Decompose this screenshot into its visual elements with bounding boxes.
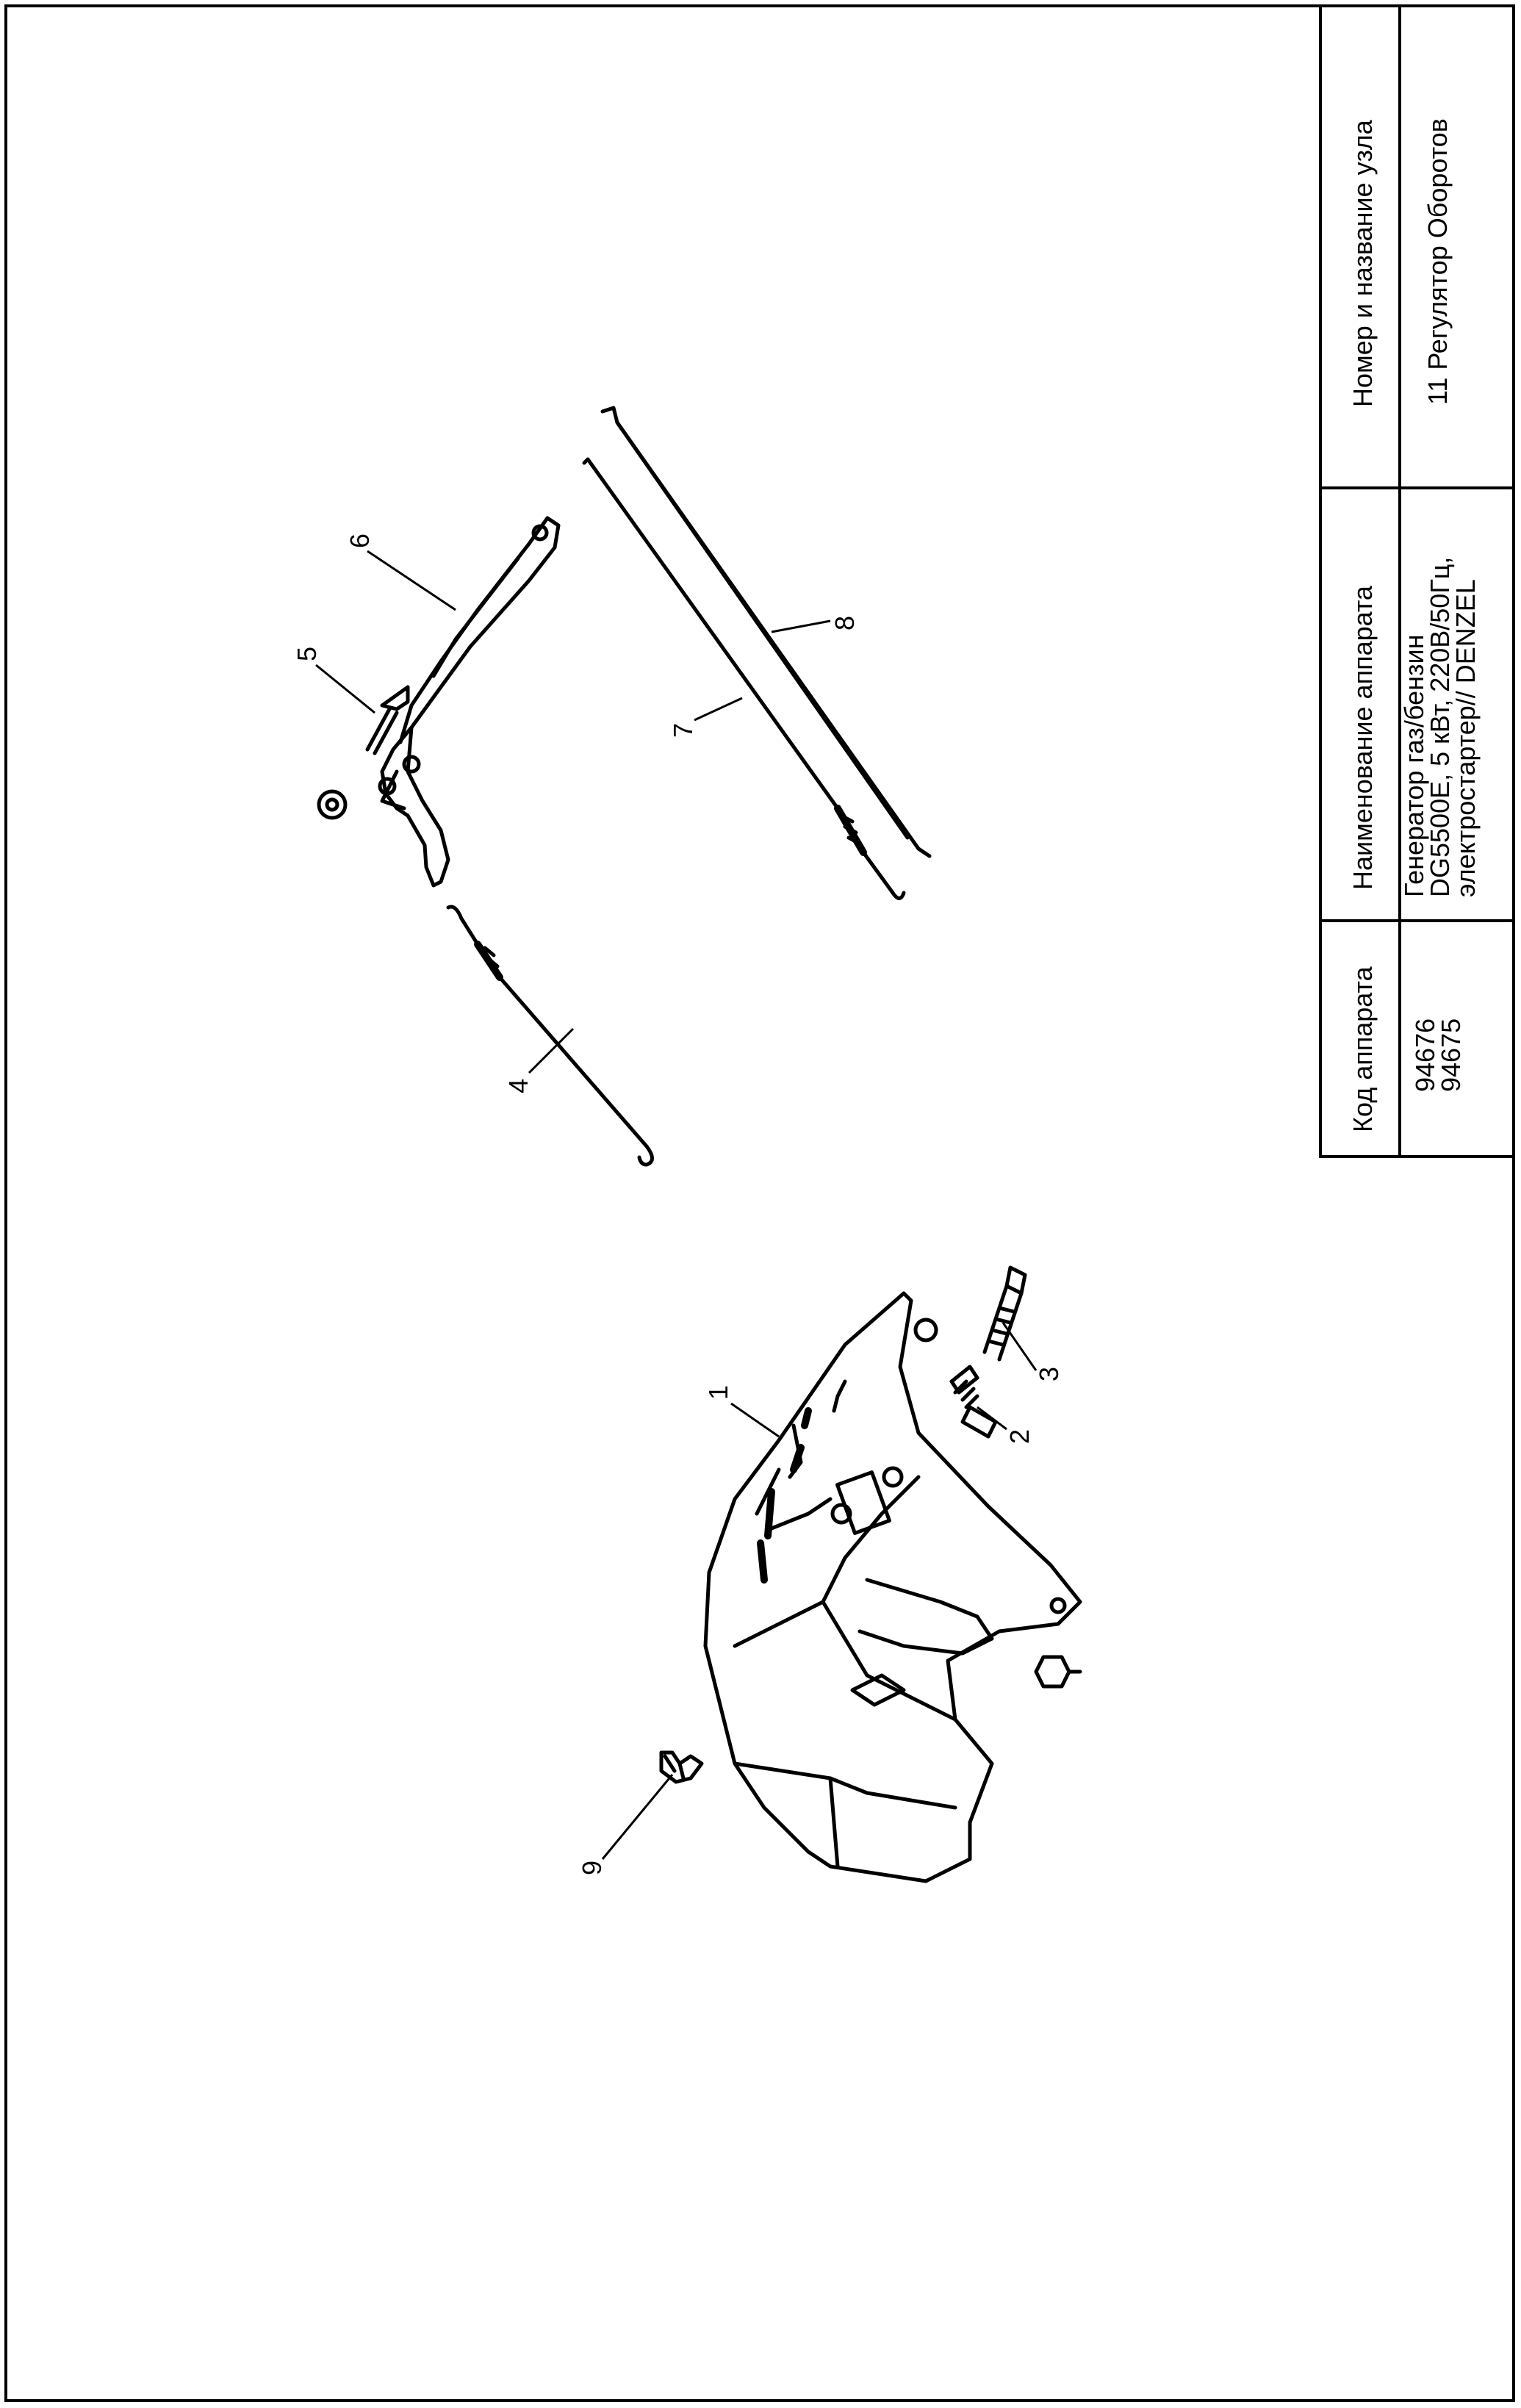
callout-8: 8 [830,615,860,630]
callout-1: 1 [703,1384,733,1400]
callout-7: 7 [668,722,698,738]
device-name-line-2: DG5500E, 5 кВт, 220В/50Гц, [1425,556,1455,897]
title-block-row-divider-1 [1322,486,1515,489]
device-name-line-1: Генератор газ/бензин [1399,634,1429,897]
part-7-rod-spring [584,459,904,899]
device-code-2: 94675 [1436,1018,1466,1092]
callout-6: 6 [345,533,375,548]
device-code-1: 94676 [1410,1018,1440,1092]
header-assembly: Номер и название узла [1348,120,1378,407]
title-block-column-divider [1398,4,1401,1155]
part-nut [319,791,345,818]
header-device-name: Наименование аппарата [1348,586,1378,890]
leader-lines [316,551,1036,1859]
header-code: Код аппарата [1348,966,1378,1132]
callout-3: 3 [1034,1366,1064,1381]
callout-5: 5 [292,646,322,661]
callout-2: 2 [1004,1428,1035,1444]
part-2-spring [952,1367,996,1437]
part-4-spring-rod [448,907,652,1165]
part-bolt-head [1036,1657,1080,1686]
callout-4: 4 [503,1078,533,1093]
title-block [1319,4,1515,1158]
part-1-governor-bracket [705,1293,1080,1881]
part-9-clip [661,1753,702,1782]
assembly-name: 11 Регулятор Оборотов [1423,118,1453,405]
part-8-link-rod [603,408,930,856]
title-block-row-divider-2 [1322,919,1515,922]
device-name-line-3: электростартер// DENZEL [1450,579,1481,897]
callout-9: 9 [577,1860,607,1875]
